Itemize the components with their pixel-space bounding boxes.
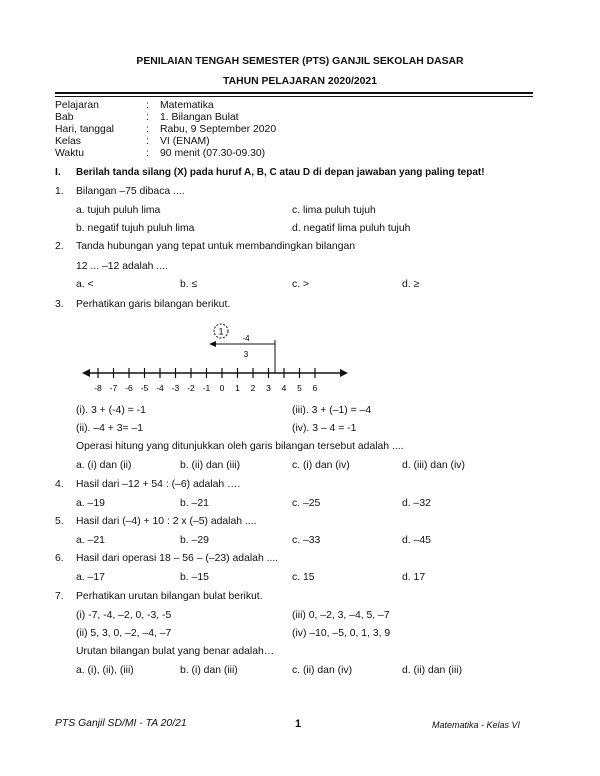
info-value: Rabu, 9 September 2020: [160, 124, 277, 135]
jump-label-lower: 3: [243, 350, 249, 359]
number-line-tick-label: -8: [94, 383, 102, 393]
question-text: Hasil dari –12 + 54 : (–6) adalah ….: [76, 479, 241, 490]
option-d[interactable]: d. negatif lima puluh tujuh: [292, 223, 411, 234]
option-d[interactable]: d. –45: [402, 535, 431, 546]
statement-iii: (iii). 3 + (–1) = –4: [292, 405, 372, 416]
option-c[interactable]: c. (i) dan (iv): [292, 460, 350, 471]
number-line-tick-label: -1: [202, 383, 211, 393]
info-label: Bab: [55, 112, 74, 123]
number-line-tick-label: 6: [312, 383, 318, 393]
question-text: Bilangan –75 dibaca ....: [76, 186, 185, 197]
option-b[interactable]: b. –29: [180, 535, 209, 546]
statement-iv: (iv). 3 – 4 = -1: [292, 423, 357, 434]
number-line-tick-label: -3: [171, 383, 180, 393]
sequence-iv: (iv) –10, –5, 0, 1, 3, 9: [292, 628, 391, 639]
option-d[interactable]: d. (ii) dan (iii): [402, 665, 463, 676]
option-a[interactable]: a. –21: [76, 535, 105, 546]
info-value: Matematika: [160, 100, 214, 111]
option-b[interactable]: b. –21: [180, 498, 209, 509]
option-b[interactable]: b. –15: [180, 572, 209, 583]
number-line-tick-label: -5: [140, 383, 149, 393]
option-a[interactable]: a. <: [76, 279, 94, 290]
question-number: 5.: [55, 516, 64, 527]
number-line-tick-label: -2: [187, 383, 195, 393]
jump-label-upper: -4: [242, 334, 250, 343]
number-line-tick-label: -7: [109, 383, 118, 393]
page-number: 1: [295, 718, 302, 730]
question-text-line2: 12 ... –12 adalah ....: [76, 261, 168, 272]
option-d[interactable]: d. –32: [402, 498, 431, 509]
section-instruction: Berilah tanda silang (X) pada huruf A, B, C atau D di depan jawaban yang paling tepat!: [76, 167, 485, 178]
number-line-tick-label: 2: [250, 383, 256, 393]
info-label: Waktu: [55, 148, 85, 159]
info-value: 90 menit (07.30-09.30): [160, 148, 266, 159]
option-c[interactable]: c. 15: [292, 572, 315, 583]
header-rule-thin: [55, 96, 533, 97]
info-sep: :: [146, 124, 149, 135]
circle-label: 1: [218, 326, 224, 337]
option-d[interactable]: d. (iii) dan (iv): [402, 460, 465, 471]
question-text: Tanda hubungan yang tepat untuk membandingkan bilangan: [76, 241, 356, 252]
option-d[interactable]: d. ≥: [402, 279, 420, 290]
option-b[interactable]: b. negatif tujuh puluh lima: [76, 223, 195, 234]
jump-arrow-head: [209, 341, 216, 347]
number-line-tick-label: 5: [297, 383, 302, 393]
sequence-iii: (iii) 0, –2, 3, –4, 5, –7: [292, 610, 390, 621]
info-label: Hari, tanggal: [55, 124, 114, 135]
info-value: 1. Bilangan Bulat: [160, 112, 239, 123]
number-line-tick-label: 4: [281, 383, 287, 393]
option-c[interactable]: c. >: [292, 279, 310, 290]
question-number: 6.: [55, 553, 64, 564]
info-label: Kelas: [55, 136, 81, 147]
question-number: 2.: [55, 241, 64, 252]
statement-ii: (ii). –4 + 3= –1: [76, 423, 144, 434]
number-line-tick-label: 1: [235, 383, 240, 393]
option-a[interactable]: a. (i) dan (ii): [76, 460, 132, 471]
option-b[interactable]: b. ≤: [180, 279, 198, 290]
option-c[interactable]: c. (ii) dan (iv): [292, 665, 353, 676]
axis-arrow-left: [82, 369, 90, 377]
sequence-i: (i) -7, -4, –2, 0, -3, -5: [76, 610, 172, 621]
footer-left: PTS Ganjil SD/MI - TA 20/21: [55, 718, 187, 729]
option-a[interactable]: a. (i), (ii), (iii): [76, 665, 134, 676]
number-line-figure: [80, 318, 350, 400]
statement-i: (i). 3 + (-4) = -1: [76, 405, 146, 416]
option-a[interactable]: a. –17: [76, 572, 105, 583]
option-c[interactable]: c. –25: [292, 498, 321, 509]
header-rule-thick: [55, 92, 533, 94]
question-prompt: Operasi hitung yang ditunjukkan oleh garis bilangan tersebut adalah ....: [76, 441, 404, 452]
info-sep: :: [146, 136, 149, 147]
info-value: VI (ENAM): [160, 136, 210, 147]
option-b[interactable]: b. (i) dan (iii): [180, 665, 238, 676]
info-sep: :: [146, 148, 149, 159]
option-b[interactable]: b. (ii) dan (iii): [180, 460, 241, 471]
question-number: 3.: [55, 299, 64, 310]
info-sep: :: [146, 112, 149, 123]
question-text: Perhatikan urutan bilangan bulat berikut.: [76, 591, 263, 602]
info-label: Pelajaran: [55, 100, 99, 111]
question-prompt: Urutan bilangan bulat yang benar adalah…: [76, 646, 275, 657]
question-text: Hasil dari (–4) + 10 : 2 x (–5) adalah ....: [76, 516, 257, 527]
option-a[interactable]: a. –19: [76, 498, 105, 509]
exam-title: PENILAIAN TENGAH SEMESTER (PTS) GANJIL SEKOLAH DASAR: [136, 56, 464, 67]
info-sep: :: [146, 100, 149, 111]
number-line-tick-label: -4: [156, 383, 164, 393]
option-c[interactable]: c. lima puluh tujuh: [292, 205, 376, 216]
exam-year: TAHUN PELAJARAN 2020/2021: [223, 76, 377, 87]
question-number: 4.: [55, 479, 64, 490]
question-number: 7.: [55, 591, 64, 602]
axis-arrow-right: [340, 369, 348, 377]
number-line-tick-label: 0: [219, 383, 225, 393]
option-d[interactable]: d. 17: [402, 572, 426, 583]
option-c[interactable]: c. –33: [292, 535, 321, 546]
question-number: 1.: [55, 186, 64, 197]
section-number: I.: [55, 167, 61, 178]
sequence-ii: (ii) 5, 3, 0, –2, –4, –7: [76, 628, 172, 639]
question-text: Perhatikan garis bilangan berikut.: [76, 299, 231, 310]
number-line-tick-label: 3: [266, 383, 271, 393]
number-line-tick-label: -6: [125, 383, 133, 393]
footer-right: Matematika - Kelas VI: [432, 720, 521, 730]
option-a[interactable]: a. tujuh puluh lima: [76, 205, 161, 216]
question-text: Hasil dari operasi 18 – 56 – (–23) adalah ....: [76, 553, 279, 564]
